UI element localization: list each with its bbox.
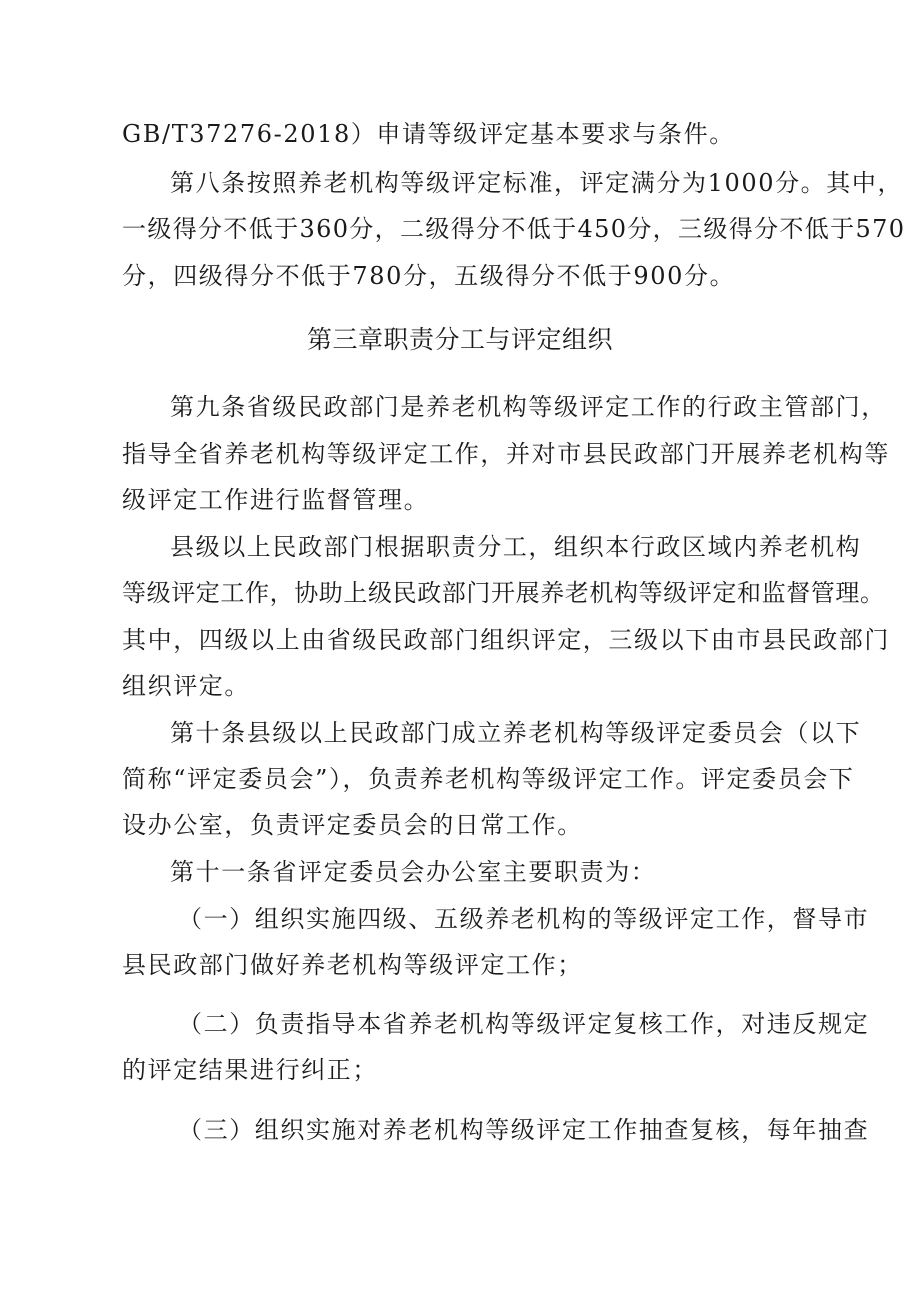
text-line-12: 第十条县级以上民政部门成立养老机构等级评定委员会（以下 — [170, 719, 862, 747]
text-line-16: （一）组织实施四级、五级养老机构的等级评定工作，督导市 — [178, 905, 870, 933]
text-line-9: 等级评定工作，协助上级民政部门开展养老机构等级评定和监督管理。 — [122, 579, 885, 607]
text-line-5: 第九条省级民政部门是养老机构等级评定工作的行政主管部门， — [170, 393, 887, 421]
text-line-7: 级评定工作进行监督管理。 — [122, 486, 430, 514]
text-line-2: 第八条按照养老机构等级评定标准，评定满分为1000分。其中， — [170, 169, 904, 197]
text-line-4: 分，四级得分不低于780分，五级得分不低于900分。 — [122, 262, 736, 290]
text-line-11: 组织评定。 — [122, 672, 250, 700]
text-line-19: 的评定结果进行纠正； — [122, 1056, 378, 1084]
text-line-3: 一级得分不低于360分，二级得分不低于450分，三级得分不低于570 — [122, 215, 906, 243]
text-line-18: （二）负责指导本省养老机构等级评定复核工作，对违反规定 — [178, 1010, 870, 1038]
text-line-6: 指导全省养老机构等级评定工作，并对市县民政部门开展养老机构等 — [122, 440, 890, 468]
text-line-13: 简称“评定委员会”），负责养老机构等级评定工作。评定委员会下 — [122, 765, 855, 793]
text-line-20: （三）组织实施对养老机构等级评定工作抽查复核，每年抽查 — [178, 1116, 870, 1144]
chapter-heading: 第三章职责分工与评定组织 — [306, 325, 613, 354]
text-line-14: 设办公室，负责评定委员会的日常工作。 — [122, 811, 583, 839]
text-line-15: 第十一条省评定委员会办公室主要职责为： — [170, 858, 657, 886]
text-line-17: 县民政部门做好养老机构等级评定工作； — [122, 951, 583, 979]
text-line-10: 其中，四级以上由省级民政部门组织评定，三级以下由市县民政部门 — [122, 626, 890, 654]
text-line-1: GB/T37276-2018）申请等级评定基本要求与条件。 — [122, 120, 735, 148]
text-line-8: 县级以上民政部门根据职责分工，组织本行政区域内养老机构 — [170, 533, 862, 561]
